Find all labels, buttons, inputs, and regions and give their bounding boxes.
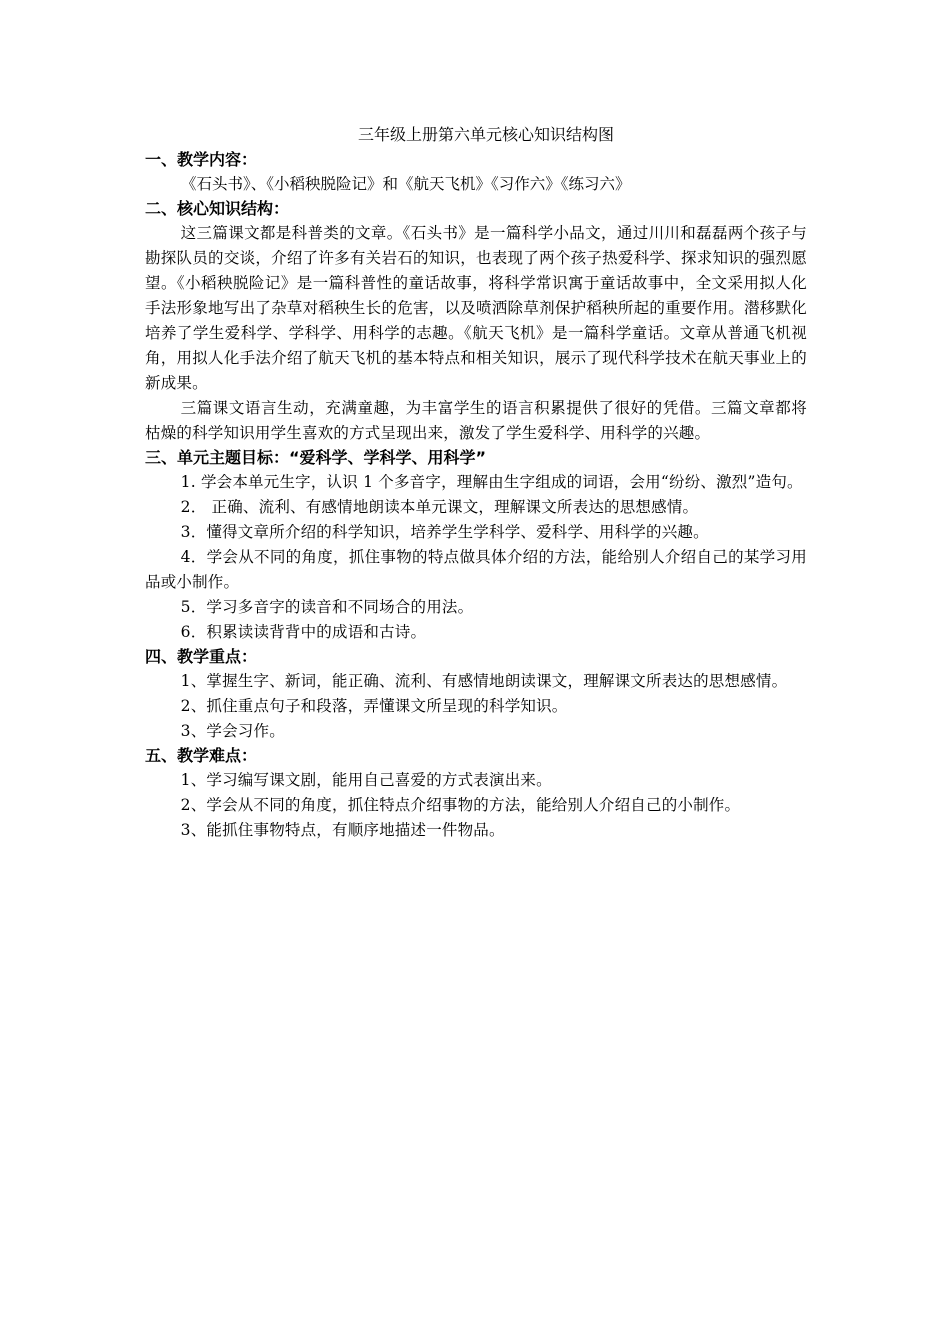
section-unit-goals [145, 446, 807, 645]
core-knowledge-paragraph: 这三篇课文都是科普类的文章。《石头书》是一篇科学小品文，通过川川和磊磊两个孩子与勘探队员的交谈，介绍了许多有关岩石的知识，也表现了两个孩子热爱科学、探求知识的强烈愿望。《小稻秧脱险记》是一篇科普性的童话故事，将科学常识寓于童话故事中，全文采用拟人化手法形象地写出了杂草对稻秧生长的危害，以及喷洒除草剂保护稻秧所起的重要作用。潜移默化培养了学生爱科学、学科学、用科学的志趣。《航天飞机》是一篇科学童话。文章从普通飞机视角，用拟人化手法介绍了航天飞机的基本特点和相关知识，展示了现代科学技术在航天事业上的新成果。 [145, 224, 807, 392]
document-page [145, 122, 807, 843]
section-heading-unit-goals: 三、单元主题目标：“爱科学、学科学、用科学” [145, 448, 487, 467]
content-list: 《石头书》、《小稻秧脱险记》和《航天飞机》《习作六》《练习六》 [181, 175, 631, 193]
goal-item: 4．学会从不同的角度，抓住事物的特点做具体介绍的方法，能给别人介绍自己的某学习用品或小制作。 [145, 548, 807, 591]
goal-item: 3．懂得文章所介绍的科学知识，培养学生学科学、爱科学、用科学的兴趣。 [180, 523, 709, 541]
key-point-item: 2、抓住重点句子和段落，弄懂课文所呈现的科学知识。 [180, 697, 568, 715]
section-key-points [145, 645, 807, 744]
section-difficulties [145, 744, 807, 843]
section-heading-content: 一、教学内容： [145, 150, 258, 169]
goal-item: 2． 正确、流利、有感情地朗读本单元课文，理解课文所表达的思想感情。 [180, 498, 699, 516]
key-point-item: 3、学会习作。 [180, 722, 285, 740]
section-heading-difficulties: 五、教学难点： [145, 746, 258, 765]
section-content [145, 148, 807, 197]
section-heading-core-knowledge: 二、核心知识结构： [145, 199, 290, 218]
section-core-knowledge [145, 197, 807, 446]
goal-item: 6．积累读读背背中的成语和古诗。 [180, 623, 427, 641]
difficulty-item: 2、学会从不同的角度，抓住特点介绍事物的方法，能给别人介绍自己的小制作。 [180, 796, 741, 814]
document-title: 三年级上册第六单元核心知识结构图 [357, 125, 614, 144]
core-knowledge-paragraph: 三篇课文语言生动，充满童趣，为丰富学生的语言积累提供了很好的凭借。三篇文章都将枯燥的科学知识用学生喜欢的方式呈现出来，激发了学生爱科学、用科学的兴趣。 [145, 399, 807, 442]
difficulty-item: 3、能抓住事物特点，有顺序地描述一件物品。 [180, 821, 505, 839]
goal-item: 5．学习多音字的读音和不同场合的用法。 [180, 598, 474, 616]
key-point-item: 1、掌握生字、新词，能正确、流利、有感情地朗读课文，理解课文所表达的思想感情。 [180, 672, 788, 690]
goal-item: 1. 学会本单元生字，认识 1 个多音字，理解由生字组成的词语，会用“纷纷、激烈”造句。 [180, 473, 803, 491]
difficulty-item: 1、学习编写课文剧，能用自己喜爱的方式表演出来。 [180, 771, 552, 789]
section-heading-key-points: 四、教学重点： [145, 647, 258, 666]
